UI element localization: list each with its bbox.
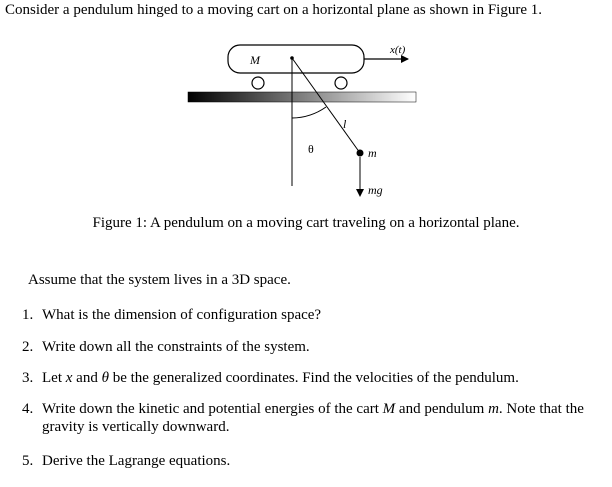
question-text-continuation: gravity is vertically downward. bbox=[42, 419, 230, 435]
assumption-text: Assume that the system lives in a 3D space. bbox=[28, 272, 291, 288]
cart-body bbox=[228, 45, 364, 73]
math-var-theta: θ bbox=[101, 370, 109, 386]
math-var-x: x bbox=[65, 370, 73, 386]
question-number: 5. bbox=[22, 453, 34, 469]
ground-plane bbox=[188, 92, 416, 102]
question-2 bbox=[22, 339, 310, 356]
math-var-M: M bbox=[382, 401, 396, 417]
math-var-m: m bbox=[488, 401, 499, 417]
question-text-pre: Write down the kinetic and potential energies of the cart bbox=[42, 401, 383, 417]
question-number: 4. bbox=[22, 401, 34, 417]
pendulum-cart-figure bbox=[184, 36, 424, 206]
question-text: Write down all the constraints of the system. bbox=[42, 339, 310, 355]
question-1 bbox=[22, 307, 321, 324]
position-label: x(t) bbox=[390, 44, 406, 56]
bob-mass-label: m bbox=[368, 146, 377, 160]
question-text-post: be the generalized coordinates. Find the velocities of the pendulum. bbox=[108, 370, 519, 386]
question-5 bbox=[22, 453, 230, 470]
cart-wheel-right bbox=[335, 77, 347, 89]
question-3 bbox=[22, 370, 519, 387]
figure-caption: Figure 1: A pendulum on a moving cart traveling on a horizontal plane. bbox=[92, 215, 520, 231]
question-text-mid: and bbox=[72, 370, 102, 386]
pendulum-bob bbox=[357, 150, 364, 157]
question-number: 3. bbox=[22, 370, 34, 386]
question-text: Derive the Lagrange equations. bbox=[42, 453, 231, 469]
angle-label: θ bbox=[308, 142, 314, 156]
gravity-label: mg bbox=[368, 183, 383, 197]
question-text-pre: Let bbox=[42, 370, 66, 386]
angle-arc bbox=[292, 107, 326, 118]
cart-mass-label: M bbox=[250, 53, 260, 67]
question-text: What is the dimension of configuration space? bbox=[42, 307, 322, 323]
intro-text: Consider a pendulum hinged to a moving cart on a horizontal plane as shown in Figure 1. bbox=[5, 2, 542, 18]
question-number: 2. bbox=[22, 339, 34, 355]
length-label: l bbox=[343, 117, 347, 131]
question-number: 1. bbox=[22, 307, 34, 323]
question-text-post: . Note that the bbox=[498, 401, 584, 417]
question-4 bbox=[22, 401, 584, 435]
question-text-mid: and pendulum bbox=[395, 401, 489, 417]
cart-wheel-left bbox=[252, 77, 264, 89]
